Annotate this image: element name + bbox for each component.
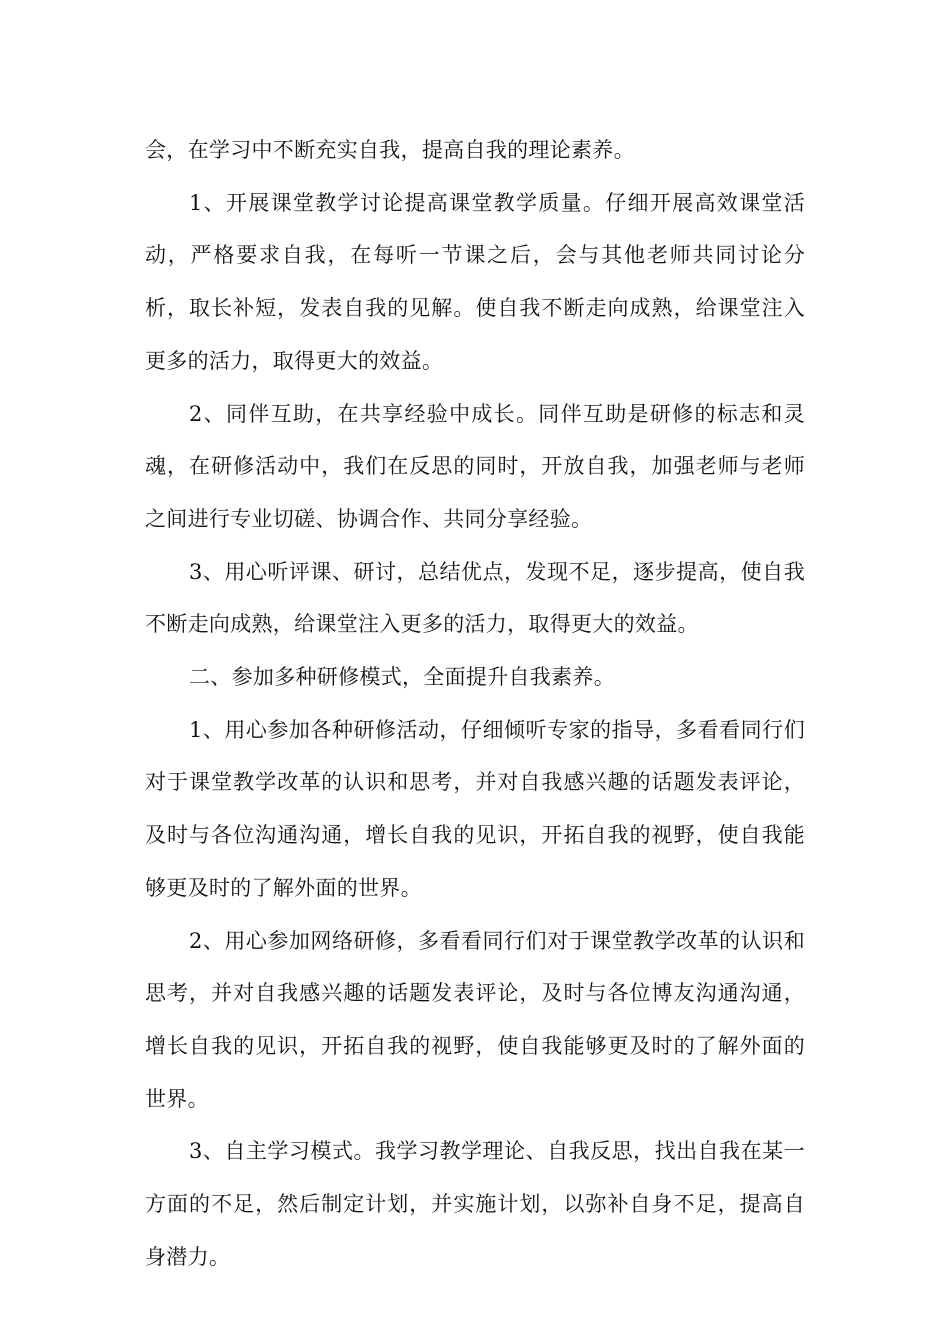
document-body (145, 124, 805, 1283)
paragraph-online-training: 2、用心参加网络研修，多看看同行们对于课堂教学改革的认识和思考，并对自我感兴趣的话题发表评论，及时与各位博友沟通沟通，增长自我的见识，开拓自我的视野，使自我能够更及时的了解外面的世界。 (145, 928, 805, 1111)
paragraph-lesson-evaluation: 3、用心听评课、研讨，总结优点，发现不足，逐步提高，使自我不断走向成熟，给课堂注入更多的活力，取得更大的效益。 (145, 559, 805, 637)
paragraph-classroom-discussion: 1、开展课堂教学讨论提高课堂教学质量。仔细开展高效课堂活动，严格要求自我，在每听一节课之后，会与其他老师共同讨论分析，取长补短，发表自我的见解。使自我不断走向成熟，给课堂注入更多的活力，取得更大的效益。 (145, 190, 805, 373)
paragraph-peer-support: 2、同伴互助，在共享经验中成长。同伴互助是研修的标志和灵魂，在研修活动中，我们在反思的同时，开放自我，加强老师与老师之间进行专业切磋、协调合作、共同分享经验。 (145, 401, 805, 531)
paragraph-continuation: 会，在学习中不断充实自我，提高自我的理论素养。 (145, 138, 635, 162)
paragraph-self-study: 3、自主学习模式。我学习教学理论、自我反思，找出自我在某一方面的不足，然后制定计划，并实施计划，以弥补自身不足，提高自身潜力。 (145, 1139, 805, 1269)
paragraph-training-activities: 1、用心参加各种研修活动，仔细倾听专家的指导，多看看同行们对于课堂教学改革的认识和思考，并对自我感兴趣的话题发表评论，及时与各位沟通沟通，增长自我的见识，开拓自我的视野，使自我能够更及时的了解外面的世界。 (145, 717, 805, 900)
section-heading-training-modes: 二、参加多种研修模式，全面提升自我素养。 (189, 665, 615, 690)
